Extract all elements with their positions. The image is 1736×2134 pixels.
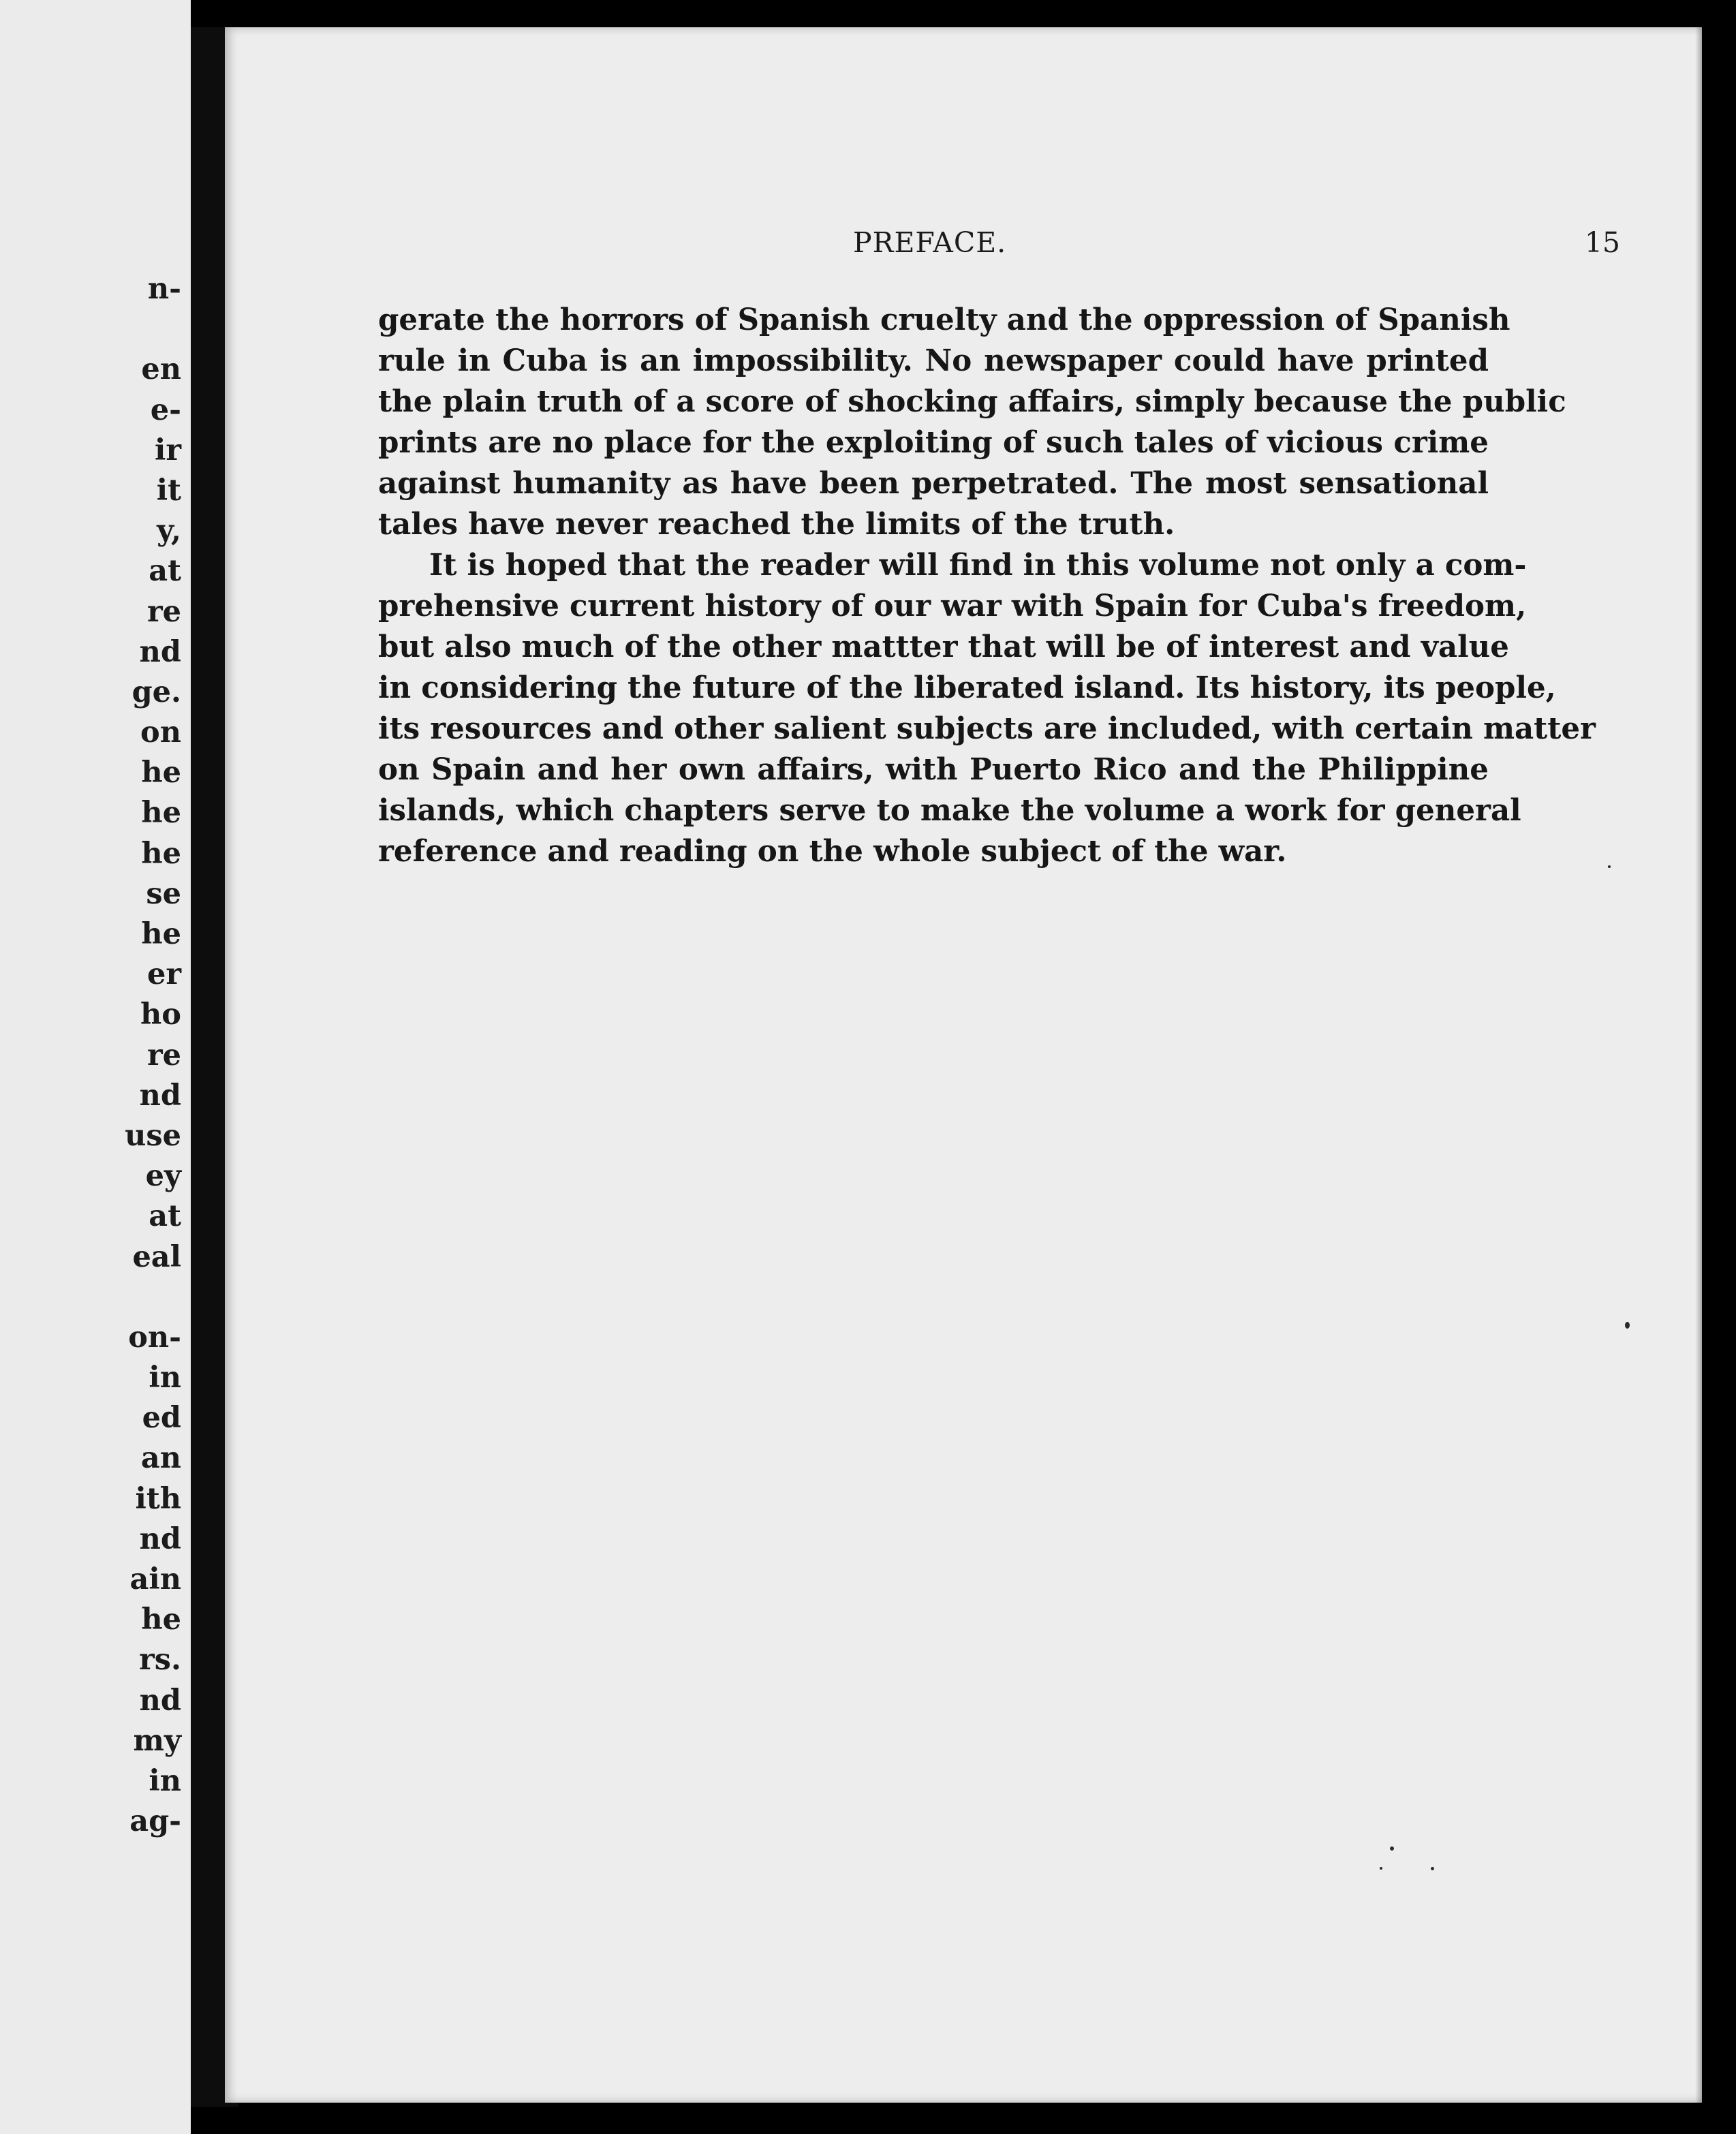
facing-page-fragment: y, (157, 514, 181, 548)
scan-speck (1380, 1867, 1382, 1870)
facing-page-fragment: ain (129, 1562, 181, 1596)
facing-page-fragment: he (141, 917, 181, 951)
facing-page-fragment: se (146, 876, 181, 911)
facing-page-fragment (45, 1278, 181, 1318)
text-line: in considering the future of the liberated island. Its history, its people, (378, 670, 1556, 705)
facing-page-fragment: eal (132, 1239, 181, 1274)
text-line: reference and reading on the whole subject of the war. (378, 834, 1287, 869)
facing-page-edge (0, 0, 191, 2134)
facing-page-fragment: ag- (129, 1804, 181, 1839)
text-line: prints are no place for the exploiting of such tales of vicious crime (378, 425, 1489, 460)
facing-page-fragment: rs. (139, 1643, 181, 1677)
facing-page-fragment: on- (128, 1320, 181, 1355)
facing-page-fragment: ho (140, 998, 181, 1032)
facing-page-fragment: at (149, 554, 181, 589)
facing-page-fragment: in (149, 1361, 181, 1395)
facing-page-fragment: re (146, 594, 181, 629)
running-title: PREFACE. (853, 226, 1007, 259)
facing-page-fragment: ith (135, 1481, 181, 1516)
facing-page-fragment: er (146, 957, 181, 992)
running-head (225, 226, 1702, 267)
facing-page-text-fragments (45, 269, 181, 1842)
facing-page-fragment: ey (145, 1159, 181, 1194)
text-line: against humanity as have been perpetrated. The most sensational (378, 466, 1489, 501)
facing-page-fragment: n- (147, 272, 181, 306)
text-line: rule in Cuba is an impossibility. No newspaper could have printed (378, 343, 1489, 378)
facing-page-fragment (45, 309, 181, 350)
facing-page-fragment: he (141, 796, 181, 831)
text-line: its resources and other salient subjects are included, with certain matter (378, 711, 1596, 746)
facing-page-fragment: ed (142, 1401, 181, 1436)
facing-page-fragment: use (125, 1118, 181, 1153)
facing-page-fragment: ir (155, 433, 181, 467)
facing-page-fragment: he (141, 756, 181, 790)
text-line: It is hoped that the reader will find in this volume not only a com- (429, 548, 1527, 583)
scan-speck (1625, 1322, 1630, 1329)
facing-page-fragment: nd (139, 634, 181, 669)
text-line: the plain truth of a score of shocking affairs, simply because the public (378, 384, 1566, 419)
paragraph-2 (378, 545, 1596, 872)
facing-page-fragment: nd (139, 1683, 181, 1718)
scan-speck (1390, 1846, 1394, 1851)
page-number: 15 (1584, 226, 1620, 259)
text-line: but also much of the other mattter that will be of interest and value (378, 630, 1509, 664)
facing-page-fragment: he (141, 1603, 181, 1637)
facing-page-fragment: it (156, 473, 181, 508)
text-line: prehensive current history of our war with Spain for Cuba's freedom, (378, 589, 1527, 623)
facing-page-fragment: in (149, 1763, 181, 1798)
text-line: on Spain and her own affairs, with Puerto Rico and the Philippine (378, 752, 1489, 787)
scan-speck (1608, 865, 1611, 868)
text-line: gerate the horrors of Spanish cruelty and the oppression of Spanish (378, 303, 1510, 337)
body-text (378, 300, 1596, 872)
text-line: tales have never reached the limits of the truth. (378, 507, 1175, 542)
facing-page-fragment: ge. (131, 675, 181, 709)
facing-page-fragment: re (146, 1038, 181, 1072)
facing-page-fragment: e- (150, 392, 181, 427)
facing-page-fragment: on (140, 715, 181, 750)
facing-page-fragment: en (141, 352, 181, 387)
facing-page-fragment: an (140, 1441, 181, 1476)
facing-page-fragment: he (141, 836, 181, 871)
facing-page-fragment: my (133, 1723, 181, 1758)
facing-page-fragment: at (149, 1199, 181, 1234)
scan-speck (1431, 1867, 1434, 1870)
facing-page-fragment: nd (139, 1521, 181, 1556)
paragraph-1 (378, 300, 1566, 545)
facing-page-fragment: nd (139, 1078, 181, 1113)
text-line: islands, which chapters serve to make the volume a work for general (378, 793, 1521, 828)
book-page (225, 27, 1702, 2103)
